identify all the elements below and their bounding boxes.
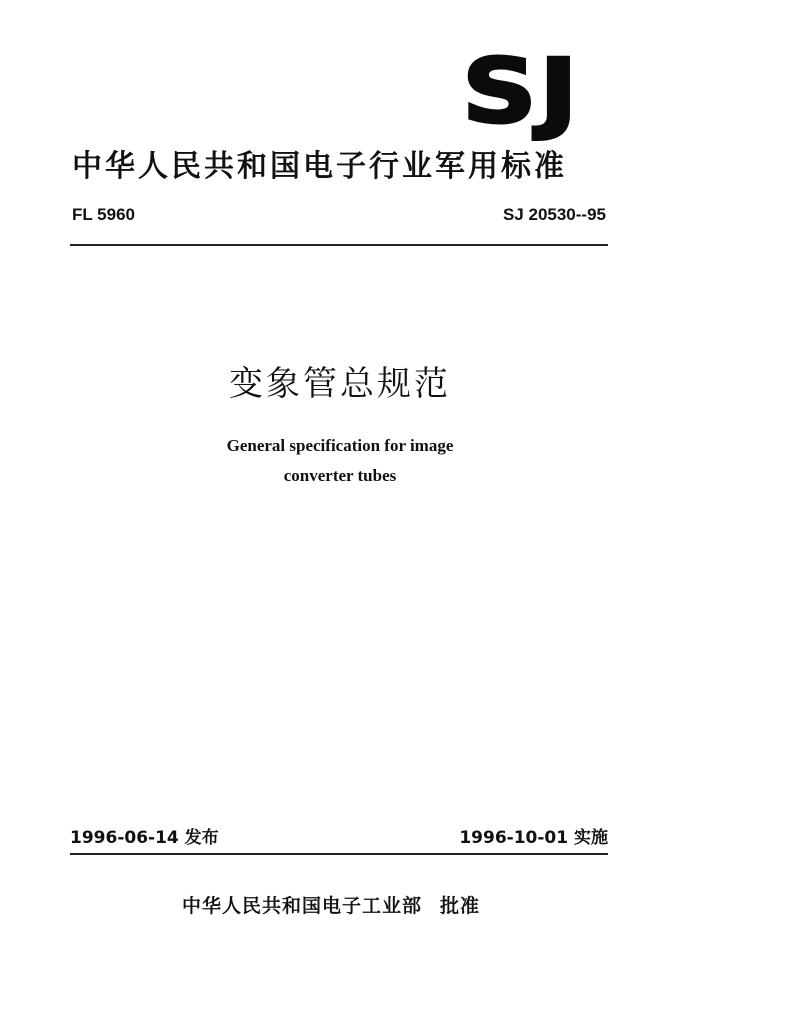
standard-type-heading: 中华人民共和国电子行业军用标准: [72, 149, 567, 184]
approver-line: [182, 891, 480, 918]
issue-date: 1996-06-14 发布: [70, 828, 219, 848]
document-title-chinese: 变象管总规范: [229, 364, 451, 404]
english-title-line-2: converter tubes: [283, 466, 397, 485]
approver-name: 中华人民共和国电子工业部: [182, 895, 423, 917]
standard-number: SJ 20530--95: [502, 205, 606, 224]
approve-label: 批准: [440, 895, 481, 917]
english-title-line-1: General specification for image: [226, 436, 454, 455]
classification-code: FL 5960: [72, 205, 136, 224]
sj-logo: SJ: [462, 40, 581, 143]
document-title-english: [0, 431, 680, 491]
top-divider: [70, 244, 608, 246]
effective-date: 1996-10-01 实施: [459, 828, 608, 848]
bottom-divider: [70, 853, 608, 855]
